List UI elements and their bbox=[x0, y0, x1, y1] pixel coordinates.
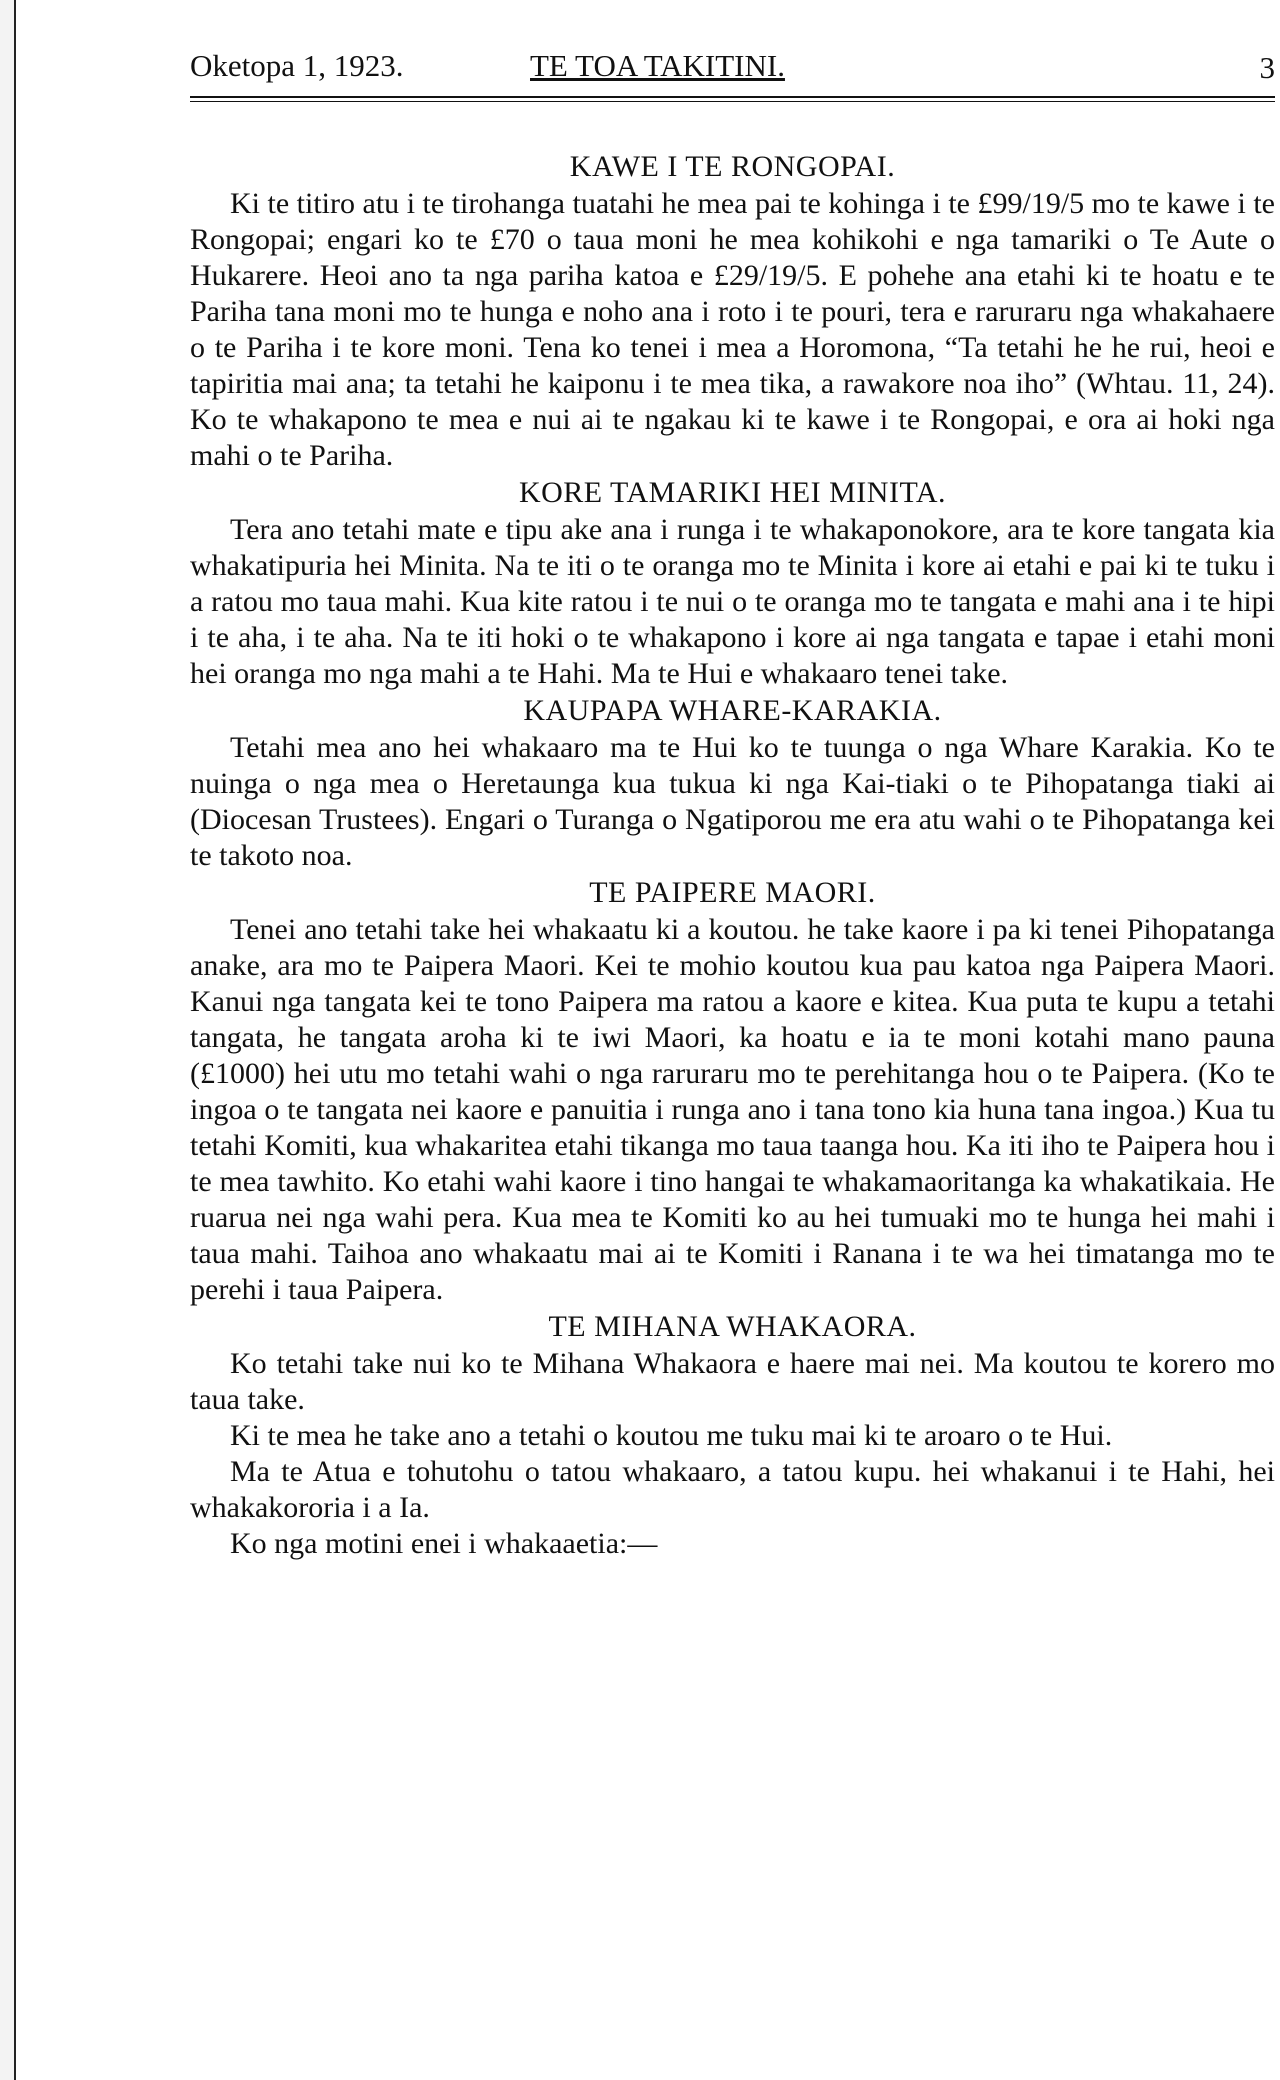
header-rule bbox=[190, 96, 1275, 98]
article-body bbox=[190, 148, 1275, 1562]
paragraph: Ki te mea he take ano a tetahi o koutou me tuku mai ki te aroaro o te Hui. bbox=[230, 1419, 1113, 1452]
page-number: 3 bbox=[1259, 50, 1275, 85]
section-heading: KAUPAPA WHARE-KARAKIA. bbox=[523, 694, 942, 727]
section-kaupapa-whare-karakia bbox=[190, 692, 1275, 874]
newspaper-page bbox=[190, 40, 1275, 1562]
publication-title: TE TOA TAKITINI. bbox=[530, 48, 785, 83]
section-heading: TE MIHANA WHAKAORA. bbox=[548, 1310, 917, 1343]
paragraph: Tera ano tetahi mate e tipu ake ana i runga i te whakaponokore, ara te kore tangata kia whakatipuria hei Minita. Na te iti o te oranga mo te Minita i kore ai etahi e pai ki te tuku i a ratou mo taua mahi. Kua kite ratou i te nui o te oranga mo te tangata e mahi ana i te hipi i te aha, i te aha. Na te iti hoki o te whakapono i kore ai nga tangata e tapae i etahi moni hei oranga mo nga mahi a te Hahi. Ma te Hui e whakaaro tenei take. bbox=[190, 513, 1275, 690]
paragraph: Ko nga motini enei i whakaaetia:— bbox=[230, 1527, 658, 1560]
paragraph: Tetahi mea ano hei whakaaro ma te Hui ko te tuunga o nga Whare Karakia. Ko te nuinga o nga mea o Heretaunga kua tukua ki nga Kai-tiaki o te Pihopatanga tiaki ai (Diocesan Trustees). Engari o Turanga o Ngatiporou me era atu wahi o te Pihopatanga kei te takoto noa. bbox=[190, 731, 1275, 872]
paragraph: Ki te titiro atu i te tirohanga tuatahi he mea pai te kohinga i te £99/19/5 mo te kawe i te Rongopai; engari ko te £70 o taua moni he mea kohikohi e nga tamariki o Te Aute o Hukarere. Heoi ano ta nga pariha katoa e £29/19/5. E pohehe ana etahi ki te hoatu e te Pariha tana moni mo te hunga e noho ana i roto i te pouri, tera e raruraru nga whakahaere o te Pariha i te kore moni. Tena ko tenei i mea a Horomona, “Ta tetahi he he rui, heoi e tapiritia mai ana; ta tetahi he kaiponu i te mea tika, a rawakore noa iho” (Whtau. 11, 24). Ko te whakapono te mea e nui ai te ngakau ki te kawe i te Rongopai, e ora ai hoki nga mahi o te Pariha. bbox=[190, 187, 1275, 472]
section-kore-tamariki-hei-minita bbox=[190, 474, 1275, 692]
paragraph: Ko tetahi take nui ko te Mihana Whakaora e haere mai nei. Ma koutou te korero mo taua take. bbox=[190, 1347, 1275, 1416]
running-header bbox=[190, 40, 1275, 92]
section-heading: KORE TAMARIKI HEI MINITA. bbox=[518, 476, 947, 509]
header-date: Oketopa 1, 1923. bbox=[190, 48, 404, 83]
section-te-paipere-maori bbox=[190, 874, 1275, 1308]
page-binding-edge bbox=[0, 0, 16, 2080]
section-te-mihana-whakaora bbox=[190, 1308, 1275, 1562]
paragraph: Tenei ano tetahi take hei whakaatu ki a koutou. he take kaore i pa ki tenei Pihopatanga anake, ara mo te Paipera Maori. Kei te mohio koutou kua pau katoa nga Paipera Maori. Kanui nga tangata kei te tono Paipera ma ratou a kaore e kitea. Kua puta te kupu a tetahi tangata, he tangata aroha ki te iwi Maori, ka hoatu e ia te moni kotahi mano pauna (£1000) hei utu mo tetahi wahi o nga raruraru mo te perehitanga hou o te Paipera. (Ko te ingoa o te tangata nei kaore e panuitia i runga ano i tana tono kia huna tana ingoa.) Kua tu tetahi Komiti, kua whakaritea etahi tikanga mo taua taanga hou. Ka iti iho te Paipera hou i te mea tawhito. Ko etahi wahi kaore i tino hangai te whakamaoritanga ka whakatikaia. He ruarua nei nga wahi pera. Kua mea te Komiti ko au hei tumuaki mo te hunga hei mahi i taua mahi. Taihoa ano whakaatu mai ai te Komiti i Ranana i te wa hei timatanga mo te perehi i taua Paipera. bbox=[190, 913, 1275, 1306]
section-heading: TE PAIPERE MAORI. bbox=[589, 876, 876, 909]
section-heading: KAWE I TE RONGOPAI. bbox=[569, 150, 896, 183]
paragraph: Ma te Atua e tohutohu o tatou whakaaro, a tatou kupu. hei whakanui i te Hahi, hei whakakororia i a Ia. bbox=[190, 1455, 1275, 1524]
section-kawe-i-te-rongopai bbox=[190, 148, 1275, 474]
header-rule-thin bbox=[190, 101, 1275, 102]
